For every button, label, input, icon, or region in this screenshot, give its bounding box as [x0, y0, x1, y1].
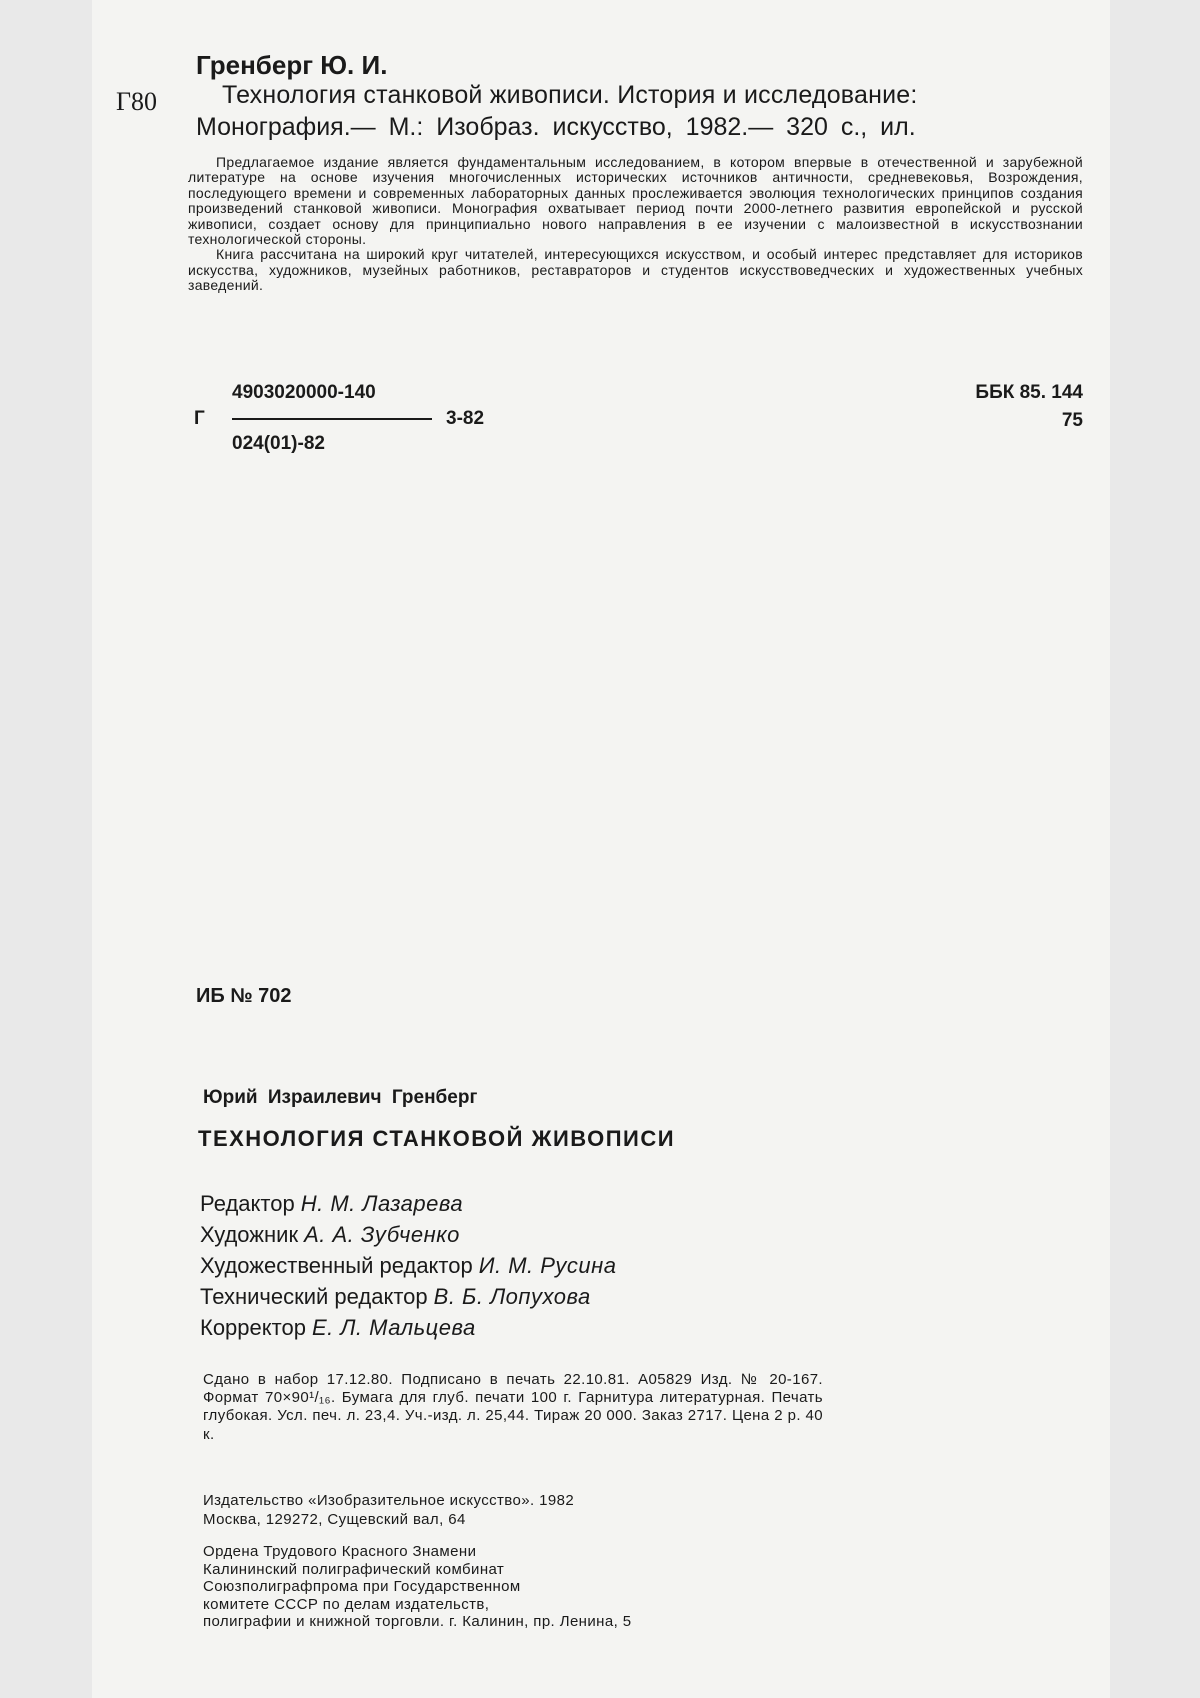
- abstract-paragraph: Предлагаемое издание является фундаментальным исследованием, в котором впервые в отечественной и зарубежной литературе на основе изучения многочисленных исторических источников античности, средневековья, Возрождения, последующего времени и современных лабораторных данных прослеживается эволюция технологических принципов создания произведений станковой живописи. Монография охватывает период почти 2000-летнего развития европейской и русской живописи, создает основу для принципиально нового направления в ее изучении с малоизвестной в искусствознании технологической стороны.: [188, 154, 1083, 248]
- credit-row: [200, 1312, 617, 1343]
- author-heading: Гренберг Ю. И.: [196, 50, 388, 80]
- publisher-block: [203, 1492, 574, 1529]
- credit-role: Художник: [200, 1222, 299, 1247]
- classification-letter: Г: [194, 408, 205, 429]
- credits-list: [200, 1188, 617, 1343]
- fraction-numerator: 4903020000-140: [232, 382, 376, 403]
- credit-role: Технический редактор: [200, 1284, 428, 1309]
- book-title: ТЕХНОЛОГИЯ СТАНКОВОЙ ЖИВОПИСИ: [198, 1126, 676, 1151]
- imprint-details: Сдано в набор 17.12.80. Подписано в печать 22.10.81. А05829 Изд. № 20-167. Формат 70×90¹/₁₆. Бумага для глуб. печати 100 г. Гарнитура литературная. Печать глубокая. Усл. печ. л. 23,4. Уч.-изд. л. 25,44. Тираж 20 000. Заказ 2717. Цена 2 р. 40 к.: [203, 1371, 823, 1443]
- credit-row: [200, 1188, 617, 1219]
- bbk-index: ББК 85. 144: [975, 382, 1083, 403]
- fraction-line: [232, 418, 432, 420]
- abstract: [188, 155, 1083, 294]
- bbk-index-secondary: 75: [1061, 410, 1083, 431]
- printer-line: комитете СССР по делам издательств,: [203, 1595, 490, 1613]
- publisher-line: Издательство «Изобразительное искусство». 1982: [203, 1492, 575, 1509]
- printer-line: Союзполиграфпрома при Государственном: [203, 1578, 521, 1595]
- credit-row: [200, 1219, 617, 1250]
- printer-line: полиграфии и книжной торговли. г. Калинин, пр. Ленина, 5: [203, 1613, 632, 1630]
- fraction-denominator: 024(01)-82: [232, 433, 325, 454]
- credit-role: Корректор: [200, 1315, 306, 1340]
- fraction-suffix: 3-82: [446, 408, 485, 429]
- credit-name: В. Б. Лопухова: [433, 1284, 591, 1309]
- credit-name: Е. Л. Мальцева: [311, 1315, 476, 1340]
- catalog-code: Г80: [116, 87, 158, 116]
- full-author-name: Юрий Израилевич Гренберг: [203, 1087, 478, 1108]
- credit-name: А. А. Зубченко: [304, 1222, 460, 1247]
- printer-line: Калининский полиграфический комбинат: [203, 1560, 505, 1578]
- credit-name: Н. М. Лазарева: [300, 1191, 464, 1216]
- printer-block: [203, 1543, 631, 1631]
- credit-row: [200, 1250, 617, 1281]
- credit-role: Редактор: [200, 1191, 295, 1216]
- credit-role: Художественный редактор: [200, 1253, 473, 1278]
- ib-number: ИБ № 702: [196, 985, 292, 1007]
- publisher-line: Москва, 129272, Сущевский вал, 64: [203, 1510, 466, 1528]
- credit-row: [200, 1281, 617, 1312]
- printer-line: Ордена Трудового Красного Знамени: [203, 1543, 477, 1560]
- abstract-paragraph: Книга рассчитана на широкий круг читателей, интересующихся искусством, и особый интерес представляет для историков искусства, художников, музейных работников, реставраторов и студентов искусствоведческих и художественных учебных заведений.: [188, 246, 1083, 294]
- title-line: Технология станковой живописи. История и исследование:: [222, 81, 918, 109]
- publication-line: Монография.— М.: Изобраз. искусство, 1982.— 320 с., ил.: [196, 113, 916, 141]
- credit-name: И. М. Русина: [478, 1253, 617, 1278]
